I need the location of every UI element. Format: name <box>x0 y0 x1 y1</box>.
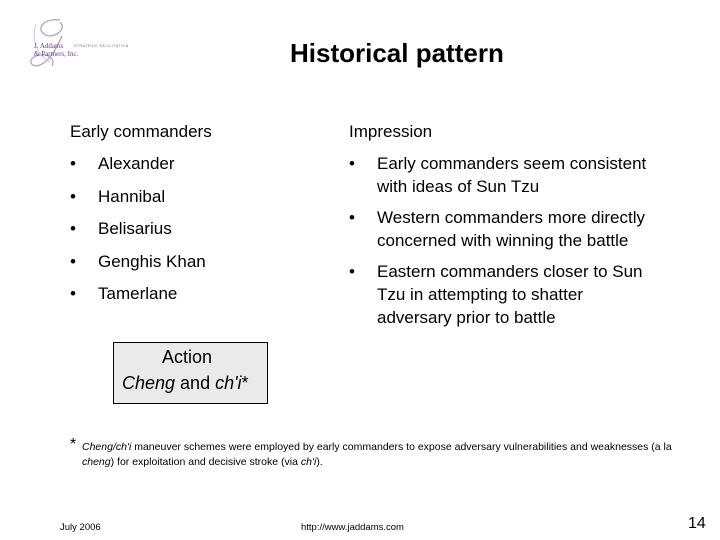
bullet-icon: • <box>70 186 76 206</box>
footnote-segment: ) for exploitation and decisive stroke (via <box>110 456 301 468</box>
logo-name: J. Addams & Partners, Inc. <box>34 42 79 58</box>
list-item <box>70 217 310 240</box>
footer-url[interactable]: http://www.jaddams.com <box>301 522 404 533</box>
conjunction: and <box>175 373 216 393</box>
bullet-icon: • <box>70 284 76 303</box>
footnote-term: cheng <box>82 456 111 468</box>
term-chi: ch'i <box>215 373 242 393</box>
list-item <box>349 260 649 329</box>
bullet-icon: • <box>349 208 355 227</box>
list-item-text: Belisarius <box>98 219 172 238</box>
list-item <box>349 152 649 198</box>
list-item-text: Alexander <box>98 154 175 173</box>
list-item-text: Hannibal <box>98 186 166 206</box>
list-item <box>349 206 649 252</box>
footnote-star: * <box>70 436 77 453</box>
page-number: 14 <box>688 515 706 532</box>
footnote-segment: ). <box>316 456 323 468</box>
page-title: Historical pattern <box>290 38 504 68</box>
list-item-text: Western commanders more directly concerned with winning the battle <box>377 208 645 250</box>
action-box <box>113 342 268 404</box>
footer-date: July 2006 <box>60 522 101 533</box>
footnote-text <box>70 440 680 470</box>
bullet-icon: • <box>349 154 355 173</box>
list-item <box>70 152 310 175</box>
commanders-list <box>70 152 310 315</box>
list-item-text: Eastern commanders closer to Sun Tzu in attempting to shatter adversary prior to battle <box>377 262 643 327</box>
footnote-mark: * <box>241 373 249 393</box>
list-item-text: Early commanders seem consistent with ideas of Sun Tzu <box>377 154 647 196</box>
footnote <box>70 436 680 470</box>
right-column-heading: Impression <box>349 122 433 141</box>
bullet-icon: • <box>349 262 355 281</box>
footnote-segment: maneuver schemes were employed by early commanders to expose adversary vulnerabilities and weaknesses (a la <box>131 441 672 453</box>
list-item <box>70 250 310 273</box>
bullet-icon: • <box>70 219 76 238</box>
action-subtitle <box>122 373 249 394</box>
list-item <box>70 185 310 208</box>
term-cheng: Cheng <box>122 373 176 393</box>
list-item <box>70 282 310 305</box>
impressions-list <box>349 152 649 337</box>
list-item-text: Genghis Khan <box>98 251 206 271</box>
footnote-term: Cheng/ch'i <box>82 441 132 453</box>
left-column-heading: Early commanders <box>70 122 212 141</box>
logo-tagline: STRATEGIC FACILITATION <box>74 44 129 48</box>
company-logo <box>22 14 129 72</box>
footnote-term: ch'i <box>300 456 317 468</box>
list-item-text: Tamerlane <box>98 284 178 303</box>
bullet-icon: • <box>70 154 76 173</box>
bullet-icon: • <box>70 251 76 271</box>
action-title: Action <box>162 347 213 367</box>
